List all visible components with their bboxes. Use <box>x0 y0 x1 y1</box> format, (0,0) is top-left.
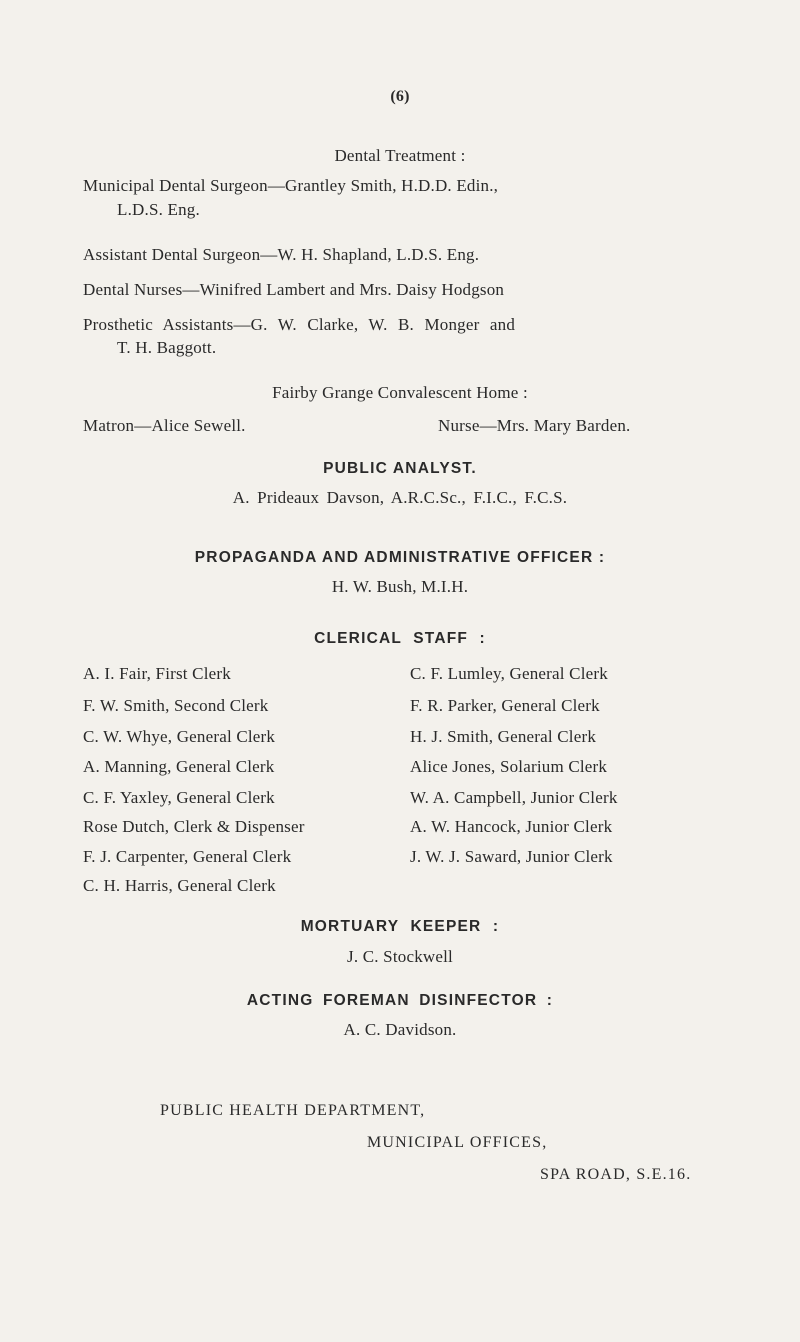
clerical-right-item: F. R. Parker, General Clerk <box>410 696 600 715</box>
clerical-right-item: A. W. Hancock, Junior Clerk <box>410 817 613 836</box>
mortuary-keeper-heading: MORTUARY KEEPER : <box>300 918 500 935</box>
clerical-right-item: J. W. J. Saward, Junior Clerk <box>410 847 613 866</box>
page-number: (6) <box>390 88 410 105</box>
assistant-dental-surgeon: Assistant Dental Surgeon—W. H. Shapland, L.D.S. Eng. <box>83 245 480 264</box>
clerical-right-item: C. F. Lumley, General Clerk <box>410 664 608 683</box>
dental-surgeon-line1: Municipal Dental Surgeon—Grantley Smith, H.D.D. Edin., <box>83 176 499 195</box>
address-line2: MUNICIPAL OFFICES, <box>367 1134 548 1151</box>
clerical-left-item: C. H. Harris, General Clerk <box>83 876 276 895</box>
prosthetic-assistants-line2: T. H. Baggott. <box>117 338 217 357</box>
clerical-right-item: W. A. Campbell, Junior Clerk <box>410 788 618 807</box>
acting-foreman-name: A. C. Davidson. <box>343 1020 457 1039</box>
prosthetic-assistants-line1: Prosthetic Assistants—G. W. Clarke, W. B. Monger and <box>83 315 516 334</box>
fairby-matron: Matron—Alice Sewell. <box>83 416 246 435</box>
propaganda-name: H. W. Bush, M.I.H. <box>331 577 469 596</box>
clerical-staff-heading: CLERICAL STAFF : <box>314 630 486 647</box>
clerical-left-item: F. W. Smith, Second Clerk <box>83 696 269 715</box>
fairby-nurse: Nurse—Mrs. Mary Barden. <box>438 416 631 435</box>
clerical-left-item: A. I. Fair, First Clerk <box>83 664 231 683</box>
public-analyst-heading: PUBLIC ANALYST. <box>323 460 477 477</box>
dental-nurses: Dental Nurses—Winifred Lambert and Mrs. Daisy Hodgson <box>83 280 505 299</box>
clerical-left-item: C. W. Whye, General Clerk <box>83 727 276 746</box>
clerical-left-item: C. F. Yaxley, General Clerk <box>83 788 275 807</box>
propaganda-heading: PROPAGANDA AND ADMINISTRATIVE OFFICER : <box>194 549 606 566</box>
dental-surgeon-line2: L.D.S. Eng. <box>117 200 200 219</box>
clerical-left-item: A. Manning, General Clerk <box>83 757 275 776</box>
clerical-right-item: Alice Jones, Solarium Clerk <box>410 757 608 776</box>
address-line3: SPA ROAD, S.E.16. <box>540 1166 692 1183</box>
clerical-left-item: Rose Dutch, Clerk & Dispenser <box>83 817 305 836</box>
address-line1: PUBLIC HEALTH DEPARTMENT, <box>160 1102 426 1119</box>
acting-foreman-heading: ACTING FOREMAN DISINFECTOR : <box>246 992 554 1009</box>
public-analyst-name: A. Prideaux Davson, A.R.C.Sc., F.I.C., F.C.S. <box>232 488 568 507</box>
clerical-right-item: H. J. Smith, General Clerk <box>410 727 597 746</box>
mortuary-keeper-name: J. C. Stockwell <box>347 947 453 966</box>
clerical-left-item: F. J. Carpenter, General Clerk <box>83 847 292 866</box>
fairby-heading: Fairby Grange Convalescent Home : <box>272 383 528 402</box>
dental-heading: Dental Treatment : <box>334 146 466 165</box>
